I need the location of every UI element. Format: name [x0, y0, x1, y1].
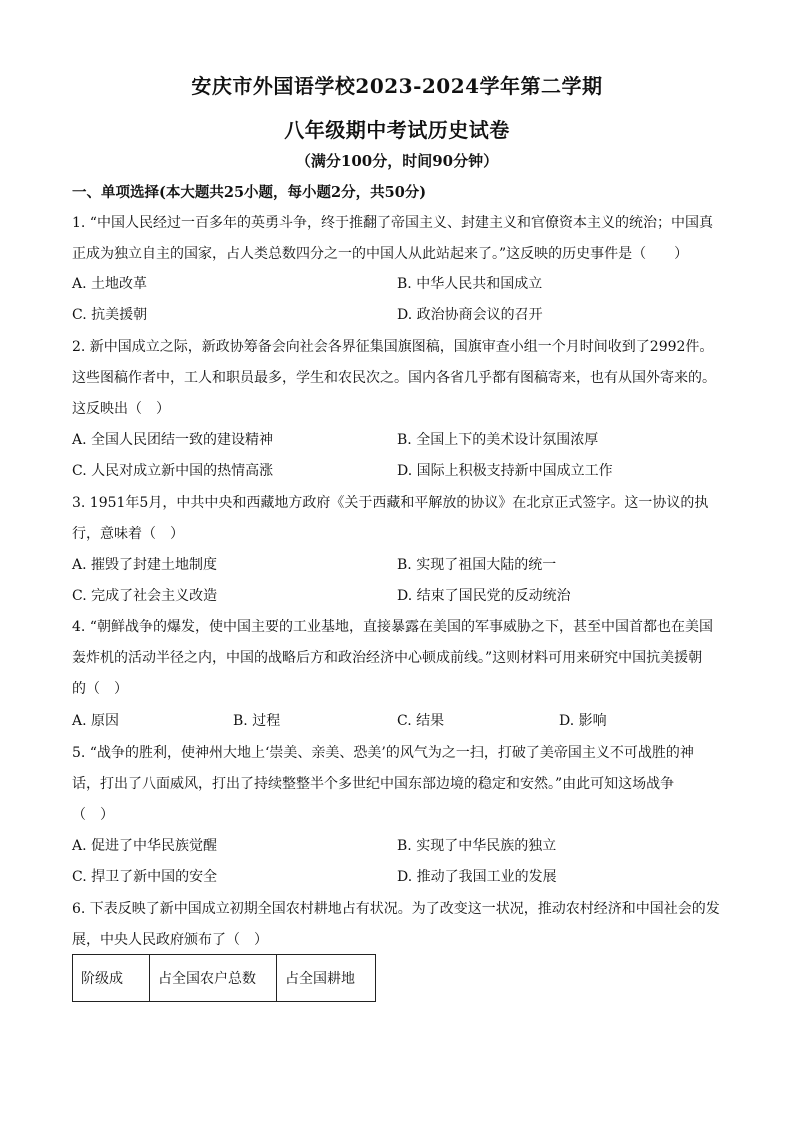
- table-header-cell: 占全国耕地: [277, 955, 376, 1002]
- question-5-option-d[interactable]: D. 推动了我国工业的发展: [397, 869, 557, 885]
- question-2-line-3: 这反映出（ ）: [72, 401, 170, 417]
- question-2-option-d[interactable]: D. 国际上积极支持新中国成立工作: [397, 463, 613, 479]
- table-header-row: [73, 955, 376, 1002]
- question-5-option-a[interactable]: A. 促进了中华民族觉醒: [72, 838, 218, 854]
- question-1-option-c[interactable]: C. 抗美援朝: [72, 307, 148, 323]
- question-4-option-d[interactable]: D. 影响: [559, 713, 607, 729]
- question-5-option-c[interactable]: C. 捍卫了新中国的安全: [72, 869, 218, 885]
- section-heading: 一、单项选择(本大题共25小题，每小题2分，共50分): [72, 184, 427, 201]
- question-4-option-a[interactable]: A. 原因: [72, 713, 120, 729]
- question-5-line-1: 5. “战争的胜利，使神州大地上‘崇美、亲美、恐美’的风气为之一扫，打破了美帝国主义不可战胜的神: [72, 745, 694, 761]
- question-4-option-c[interactable]: C. 结果: [397, 713, 445, 729]
- question-6-line-1: 6. 下表反映了新中国成立初期全国农村耕地占有状况。为了改变这一状况，推动农村经济和中国社会的发: [72, 901, 720, 917]
- exam-subtitle: （满分100分，时间90分钟）: [295, 152, 499, 170]
- question-3-option-d[interactable]: D. 结束了国民党的反动统治: [397, 588, 571, 604]
- exam-title-subject: 八年级期中考试历史试卷: [284, 118, 510, 142]
- question-4-line-1: 4. “朝鲜战争的爆发，使中国主要的工业基地，直接暴露在美国的军事威胁之下，甚至中国首都也在美国: [72, 619, 713, 635]
- question-3-line-2: 行，意味着（ ）: [72, 526, 184, 542]
- question-4-option-b[interactable]: B. 过程: [233, 713, 281, 729]
- question-5-line-3: （ ）: [72, 807, 114, 823]
- question-2-line-2: 这些图稿作者中，工人和职员最多，学生和农民次之。国内各省几乎都有图稿寄来，也有从国外寄来的。: [72, 370, 716, 386]
- question-1-option-a[interactable]: A. 土地改革: [72, 276, 148, 292]
- question-4-line-3: 的（ ）: [72, 681, 128, 697]
- exam-title-school: 安庆市外国语学校2023-2024学年第二学期: [191, 74, 603, 98]
- question-1-option-d[interactable]: D. 政治协商会议的召开: [397, 307, 543, 323]
- question-6-line-2: 展，中央人民政府颁布了（ ）: [72, 932, 268, 948]
- question-2-option-b[interactable]: B. 全国上下的美术设计氛围浓厚: [397, 432, 599, 448]
- land-ownership-table: [72, 954, 376, 1002]
- question-1-line-2: 正成为独立自主的国家，占人类总数四分之一的中国人从此站起来了。”这反映的历史事件是（ ）: [72, 246, 689, 262]
- question-3-line-1: 3. 1951年5月，中共中央和西藏地方政府《关于西藏和平解放的协议》在北京正式签字。这一协议的执: [72, 495, 709, 511]
- question-5-line-2: 话，打出了八面威风，打出了持续整整半个多世纪中国东部边境的稳定和安然。”由此可知这场战争: [72, 776, 675, 792]
- question-2-option-c[interactable]: C. 人民对成立新中国的热情高涨: [72, 463, 274, 479]
- question-2-line-1: 2. 新中国成立之际，新政协筹备会向社会各界征集国旗图稿，国旗审查小组一个月时间收到了2992件。: [72, 339, 714, 355]
- table-header-cell: 占全国农户总数: [150, 955, 277, 1002]
- question-3-option-a[interactable]: A. 摧毁了封建土地制度: [72, 557, 218, 573]
- question-1-option-b[interactable]: B. 中华人民共和国成立: [397, 276, 543, 292]
- question-3-option-c[interactable]: C. 完成了社会主义改造: [72, 588, 218, 604]
- question-4-line-2: 轰炸机的活动半径之内，中国的战略后方和政治经济中心顿成前线。”这则材料可用来研究中国抗美援朝: [72, 650, 703, 666]
- question-5-option-b[interactable]: B. 实现了中华民族的独立: [397, 838, 557, 854]
- question-3-option-b[interactable]: B. 实现了祖国大陆的统一: [397, 557, 557, 573]
- question-2-option-a[interactable]: A. 全国人民团结一致的建设精神: [72, 432, 274, 448]
- question-1-line-1: 1. “中国人民经过一百多年的英勇斗争，终于推翻了帝国主义、封建主义和官僚资本主义的统治；中国真: [72, 215, 713, 231]
- table-header-cell: 阶级成: [73, 955, 150, 1002]
